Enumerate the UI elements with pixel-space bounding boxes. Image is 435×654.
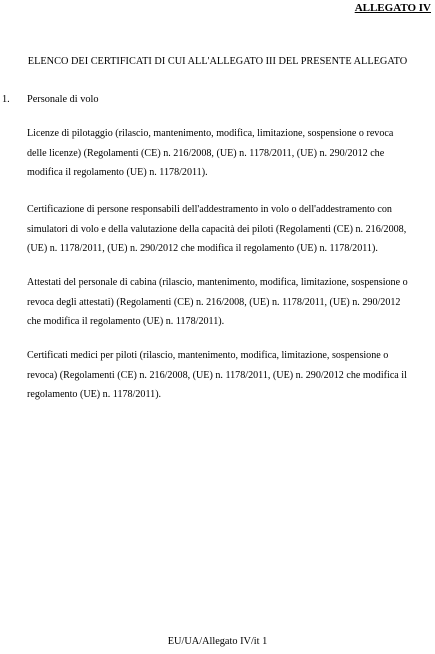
paragraph-line: Licenze di pilotaggio (rilascio, mantenimento, modifica, limitazione, sospensione o revoca <box>27 128 394 139</box>
paragraph-line: che modifica il regolamento (UE) n. 1178/2011). <box>27 316 225 327</box>
paragraph-line: revoca degli attestati) (Regolamenti (CE) n. 216/2008, (UE) n. 1178/2011, (UE) n. 290/2012 <box>27 296 401 308</box>
paragraph-line: (UE) n. 1178/2011, (UE) n. 290/2012 che modifica il regolamento (UE) n. 1178/2011). <box>27 243 378 254</box>
annex-label: ALLEGATO IV <box>354 2 431 14</box>
paragraph-line: modifica il regolamento (UE) n. 1178/2011). <box>27 167 208 178</box>
paragraph-line: Attestati del personale di cabina (rilascio, mantenimento, modifica, limitazione, sospensione o <box>27 277 408 288</box>
paragraph-line: simulatori di volo e della valutazione della capacità dei piloti (Regolamenti (CE) n. 216/2008, <box>27 223 407 235</box>
paragraph-line: revoca) (Regolamenti (CE) n. 216/2008, (UE) n. 1178/2011, (UE) n. 290/2012 che modifica il <box>27 369 407 381</box>
paragraph-pilot-licences <box>27 124 435 183</box>
section-number: 1. <box>2 94 10 105</box>
paragraph-medical-certificates <box>27 346 435 405</box>
page-footer: EU/UA/Allegato IV/it 1 <box>167 636 268 647</box>
section-title: Personale di volo <box>27 94 99 105</box>
paragraph-line: Certificati medici per piloti (rilascio, mantenimento, modifica, limitazione, sospensione o <box>27 350 389 361</box>
paragraph-instructor-certification <box>27 200 435 259</box>
paragraph-line: regolamento (UE) n. 1178/2011). <box>27 389 162 400</box>
paragraph-line: Certificazione di persone responsabili dell'addestramento in volo o dell'addestramento con <box>27 204 392 215</box>
paragraph-line: delle licenze) (Regolamenti (CE) n. 216/2008, (UE) n. 1178/2011, (UE) n. 290/2012 che <box>27 147 385 159</box>
document-title: ELENCO DEI CERTIFICATI DI CUI ALL'ALLEGATO III DEL PRESENTE ALLEGATO <box>27 56 408 67</box>
paragraph-cabin-crew-attestations <box>27 273 435 332</box>
section-heading <box>2 94 99 105</box>
